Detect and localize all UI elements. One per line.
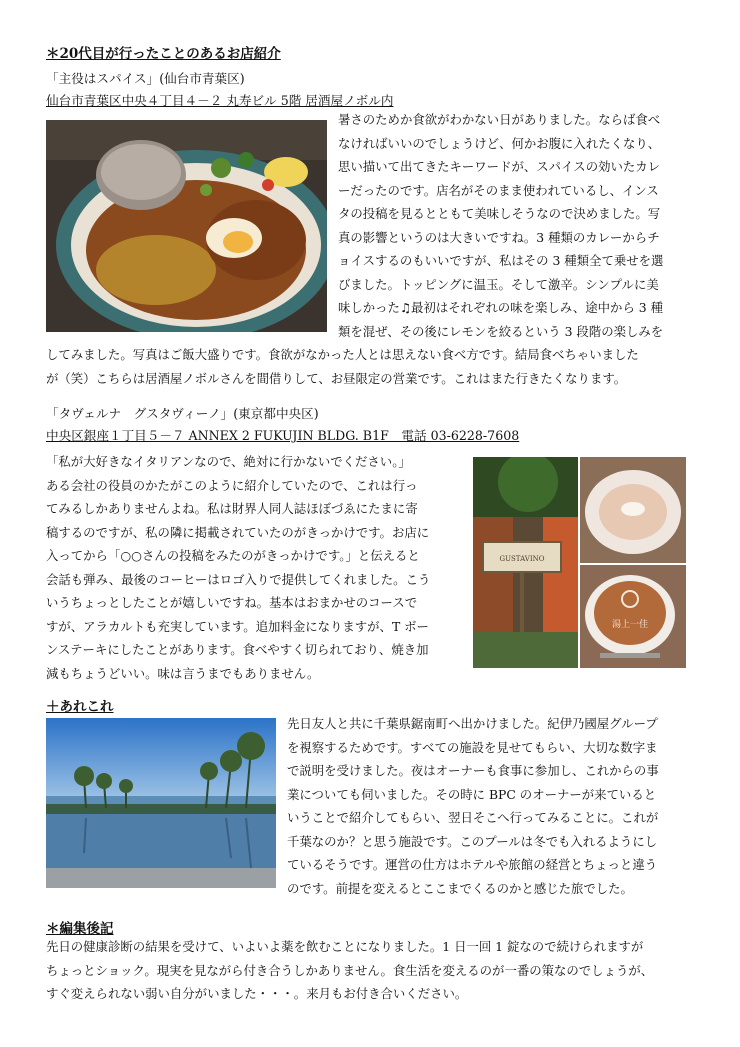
section-heading-shop-intro: ＊20代目が行ったことのあるお店紹介	[46, 46, 281, 62]
shop1-line: タの投稿を見るとともて美味しそうなので決めました。写	[338, 206, 661, 221]
latte-art-text: 湯上一佳	[611, 620, 649, 630]
editor-line: 先日の健康診断の結果を受けて、いよいよ薬を飲むことになりました。1 日一回 1 錠なので続けられますが	[46, 939, 644, 954]
section-heading-editor-note: ＊編集後記	[46, 921, 114, 937]
curry-photo	[46, 120, 327, 332]
misc-line: で説明を受けました。夜はオーナーも食事に参加し、これからの事	[287, 763, 659, 778]
shop1-name: 「主役はスパイス」(仙台市青葉区)	[46, 71, 245, 86]
shop1-line: なければいいのでしょうけど、何かお腹に入れたくなり、	[338, 135, 661, 151]
shop1-address: 仙台市青葉区中央４丁目４－２ 丸寿ビル 5階 居酒屋ノボル内	[46, 93, 394, 108]
misc-line: いうことで紹介してもらい、翌日そこへ行ってみることに。これが	[287, 810, 659, 825]
shop2-line: 入ってから「○○さんの投稿をみたのがきっかけです。」と伝えると	[46, 548, 420, 563]
shop1-line: 類を混ぜ、その後にレモンを絞るという 3 段階の楽しみを	[338, 323, 664, 339]
editor-line: ちょっとショック。現実を見ながら付き合うしかありません。食生活を変えるのが一番の策なのでしょうが、	[46, 962, 654, 978]
misc-line: 業についても伺いました。その時に BPC のオーナーが来ていると	[287, 786, 657, 802]
shop1-line: 真の影響というのは大きいですね。3 種類のカレーからチ	[338, 229, 660, 245]
shop2-line: てみるしかありませんよね。私は財界人同人誌ほぼづゑにたまに寄	[46, 501, 418, 516]
shop2-line: 「私が大好きなイタリアンなので、絶対に行かないでください。」	[46, 454, 411, 469]
pool-photo	[46, 718, 276, 888]
shop2-line: 会話も弾み、最後のコーヒーはロゴ入りで提供してくれました。こう	[46, 571, 431, 587]
shop1-full-line: してみました。写真はご飯大盛りです。食欲がなかった人とは思えない食べ方です。結局食べちゃいました	[46, 347, 639, 362]
shop2-line: ンステーキにしたことがあります。食べやすく切られており、焼き加	[46, 642, 429, 657]
misc-line: 先日友人と共に千葉県鋸南町へ出かけました。紀伊乃國屋グループ	[287, 716, 658, 731]
shop2-line: 減もちょうどいい。味は言うまでもありません。	[46, 665, 320, 681]
misc-line: ているそうです。運営の仕方はホテルや旅館の経営とちょっと違う	[287, 857, 658, 872]
coffee-photo	[580, 565, 686, 668]
shop2-text	[46, 450, 466, 685]
shop2-line: ある会社の役員のかたがこのように紹介していたので、これは行っ	[46, 477, 418, 493]
soup-photo	[580, 457, 686, 563]
editor-line: すぐ変えられない弱い自分がいました・・・。来月もお付き合いください。	[46, 986, 468, 1001]
misc-line: を視察するためです。すべての施設を見せてもらい、大切な数字ま	[287, 739, 658, 755]
section-heading-misc: ＋あれこれ	[46, 699, 114, 715]
shop2-line: すが、アラカルトも充実しています。追加料金になりますが、T ボー	[46, 618, 429, 634]
shop2-name: 「タヴェルナ グスタヴィーノ」(東京都中央区)	[46, 406, 319, 421]
shop1-line: 暑さのためか食欲がわかない日がありました。ならば食べ	[338, 112, 661, 127]
editor-note-text	[46, 935, 711, 1006]
shop1-full-line: が（笑）こちらは居酒屋ノボルさんを間借りして、お昼限定の営業です。これはまた行きたくなります。	[46, 370, 627, 386]
shop1-line: 思い描いて出てきたキーワードが、スパイスの効いたカレ	[338, 159, 661, 174]
shop1-line: ーだったのです。店名がそのまま使われているし、インス	[338, 182, 659, 198]
shop1-line: びました。トッピングに温玉。そして激辛。シンプルに美	[338, 276, 659, 292]
restaurant-sign-photo	[473, 457, 578, 668]
misc-text	[287, 712, 707, 900]
shop2-line: 稿するのですが、私の隣に掲載されていたのがきっかけです。お店に	[46, 524, 430, 540]
shop1-line: 味しかった♫最初はそれぞれの味を楽しみ、途中から 3 種	[338, 300, 663, 315]
shop2-line: いうちょっとしたことが嬉しいですね。基本はおまかせのコースで	[46, 595, 418, 610]
shop1-line: ョイスするのもいいですが、私はその 3 種類全て乗せを選	[338, 253, 664, 268]
misc-line: 千葉なのか？と思う施設です。このプールは冬でも入れるようにし	[287, 833, 658, 849]
shop1-text	[338, 108, 698, 343]
misc-line: のです。前提を変えるとここまでくるのかと感じた旅でした。	[287, 880, 633, 896]
sign-label: GUSTAVINO	[499, 555, 545, 563]
shop2-address: 中央区銀座１丁目５－７ ANNEX 2 FUKUJIN BLDG. B1F 電話 03-6228-7608	[46, 428, 520, 443]
shop1-text-full	[46, 343, 706, 390]
